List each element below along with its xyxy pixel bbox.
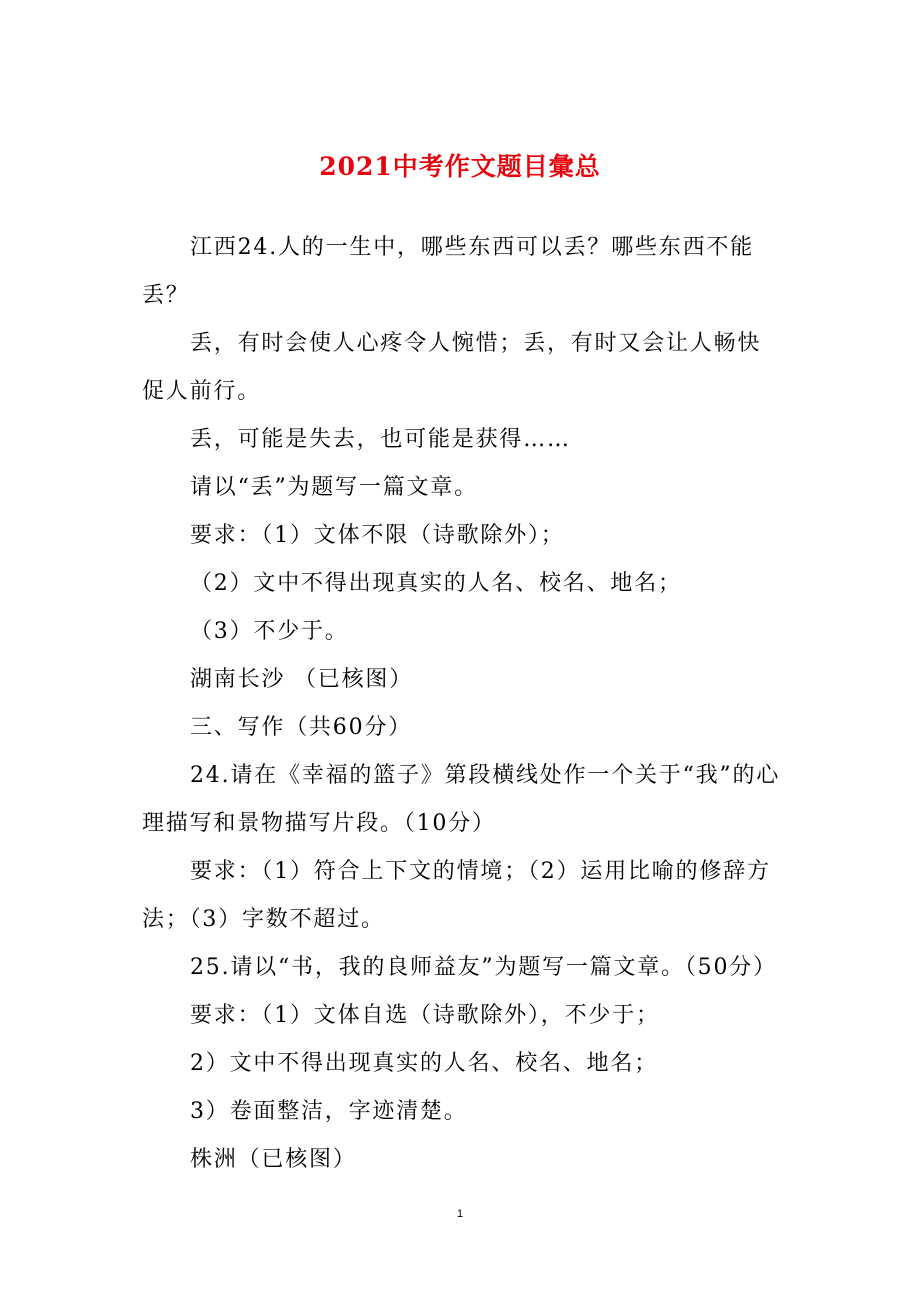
- paragraph: （2）文中不得出现真实的人名、校名、地名；: [190, 571, 682, 596]
- paragraph: 要求：（1）符合上下文的情境；（2）运用比喻的修辞方法；（3）字数不超过。: [142, 859, 771, 932]
- paragraph: 24.请在《幸福的篮子》第段横线处作一个关于“我”的心理描写和景物描写片段。（10分）: [142, 763, 781, 836]
- paragraph: 湖南长沙 （已核图）: [190, 667, 413, 692]
- paragraph: 要求：（1）文体不限（诗歌除外）；: [190, 523, 565, 548]
- page-number: 1: [456, 1208, 464, 1220]
- paragraph: 株洲（已核图）: [190, 1147, 357, 1172]
- paragraph: 要求：（1）文体自选（诗歌除外），不少于；: [190, 1003, 660, 1028]
- paragraph: 三、写作（共60分）: [190, 715, 412, 740]
- paragraph: 25.请以“书，我的良师益友”为题写一篇文章。（50分）: [190, 955, 777, 980]
- paragraph: 江西24.人的一生中，哪些东西可以丢？哪些东西不能丢？: [142, 235, 754, 308]
- paragraph: 丢，可能是失去，也可能是获得……: [190, 427, 571, 452]
- paragraph: 请以“丢”为题写一篇文章。: [190, 475, 478, 500]
- document-title: 2021中考作文题目彙总: [319, 152, 601, 181]
- document-body: [142, 224, 784, 1184]
- paragraph: 丢，有时会使人心疼令人惋惜；丢，有时又会让人畅快促人前行。: [142, 331, 762, 404]
- paragraph: 3）卷面整洁，字迹清楚。: [190, 1099, 468, 1124]
- paragraph: （3）不少于。: [190, 619, 349, 644]
- paragraph: 2）文中不得出现真实的人名、校名、地名；: [190, 1051, 658, 1076]
